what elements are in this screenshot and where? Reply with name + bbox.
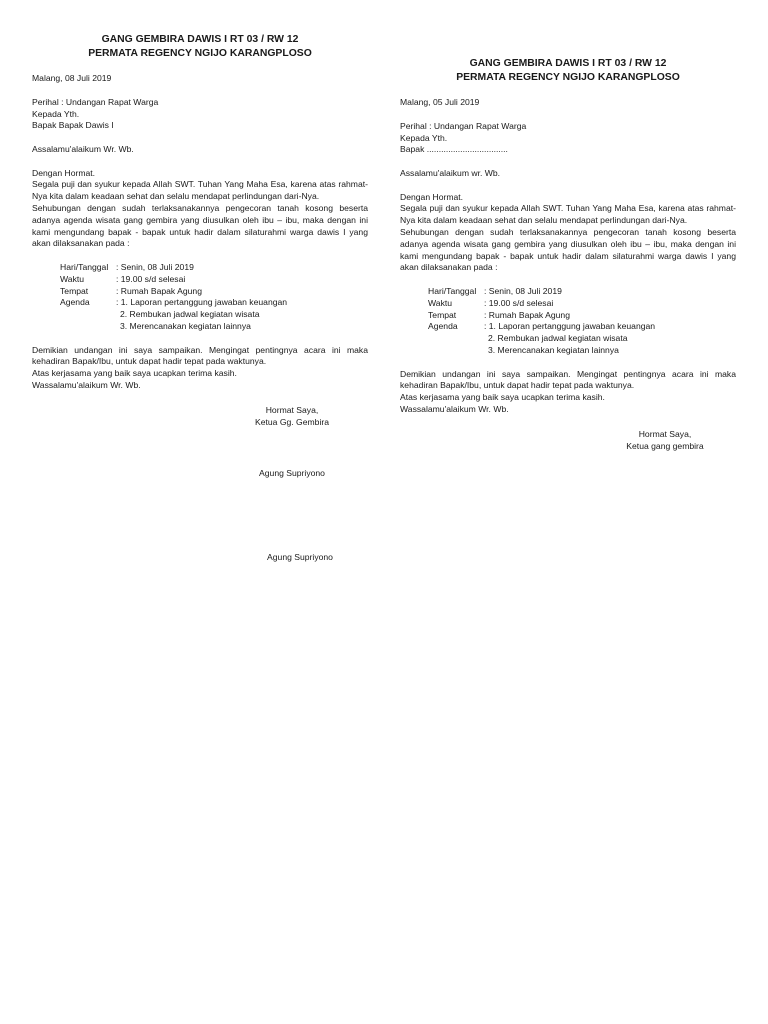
letter-paragraph-2: Sehubungan dengan sudah terlaksanakannya pengecoran tanah kosong beserta adanya agenda wisata gang gembira yang diusulkan oleh ibu – ibu, maka dengan ini kami mengundang bapak - bapak untuk hadir dalam silaturahmi warga dawis I yang akan dilaksanakan pada : xyxy=(400,226,736,273)
detail-label: Waktu xyxy=(60,273,85,284)
detail-row xyxy=(60,286,368,298)
letter-paragraph-1: Segala puji dan syukur kepada Allah SWT. Tuhan Yang Maha Esa, karena atas rahmat-Nya kita dalam keadaan sehat dan selalu mendapat perlindungan dari-Nya. xyxy=(32,179,368,202)
letter-recipient: Bapak Bapak Dawis I xyxy=(32,120,114,131)
letter-kepada: Kepada Yth. xyxy=(32,108,80,119)
detail-row xyxy=(428,310,736,322)
letter-paragraph-1: Segala puji dan syukur kepada Allah SWT. Tuhan Yang Maha Esa, karena atas rahmat-Nya kita dalam keadaan sehat dan selalu mendapat perlindungan dari-Nya. xyxy=(400,203,736,226)
agenda-item: 2. Rembukan jadwal kegiatan wisata xyxy=(120,309,260,320)
letter-date: Malang, 05 Juli 2019 xyxy=(400,97,480,107)
detail-row xyxy=(60,274,368,286)
signature-title-2: Ketua Gg. Gembira xyxy=(254,416,330,427)
detail-value: : 1. Laporan pertanggung jawaban keuangan xyxy=(116,297,288,308)
event-details xyxy=(32,262,368,333)
letter-salam: Assalamu'alaikum Wr. Wb. xyxy=(32,143,134,154)
letter-header-line2: PERMATA REGENCY NGIJO KARANGPLOSO xyxy=(456,72,680,83)
letter-date: Malang, 08 Juli 2019 xyxy=(32,73,112,83)
detail-row xyxy=(428,286,736,298)
signer-name: Agung Supriyono xyxy=(259,468,325,479)
agenda-item: 2. Rembukan jadwal kegiatan wisata xyxy=(488,333,628,344)
detail-value: : Senin, 08 Juli 2019 xyxy=(484,285,562,296)
letter-left xyxy=(32,33,368,564)
letter-kepada: Kepada Yth. xyxy=(400,132,448,143)
detail-value: : 19.00 s/d selesai xyxy=(484,297,554,308)
detail-label: Waktu xyxy=(428,297,453,308)
letter-perihal: Perihal : Undangan Rapat Warga xyxy=(400,120,527,131)
signature-title-1: Hormat Saya, xyxy=(638,428,692,439)
detail-label: Tempat xyxy=(60,285,89,296)
detail-value: : Rumah Bapak Agung xyxy=(116,285,202,296)
letter-perihal: Perihal : Undangan Rapat Warga xyxy=(32,96,159,107)
letter-opening: Dengan Hormat. xyxy=(400,191,464,202)
letter-closing-2: Atas kerjasama yang baik saya ucapkan terima kasih. xyxy=(400,392,605,403)
detail-label: Agenda xyxy=(60,297,90,308)
detail-row xyxy=(60,262,368,274)
signature-title-1: Hormat Saya, xyxy=(265,404,319,415)
letter-closing-1: Demikian undangan ini saya sampaikan. Mengingat pentingnya acara ini maka kehadiran Bapak/Ibu, untuk dapat hadir tepat pada waktunya. xyxy=(32,344,368,367)
letter-recipient: Bapak .................................. xyxy=(400,144,508,155)
letter-paragraph-2: Sehubungan dengan sudah terlaksanakannya pengecoran tanah kosong beserta adanya agenda wisata gang gembira yang diusulkan oleh ibu – ibu, maka dengan ini kami mengundang bapak - bapak untuk hadir dalam silaturahmi warga dawis I yang akan dilaksanakan pada : xyxy=(32,202,368,249)
detail-row xyxy=(428,321,736,333)
signature-block xyxy=(610,429,720,453)
letter-closing-2: Atas kerjasama yang baik saya ucapkan terima kasih. xyxy=(32,368,237,379)
signature-title-2: Ketua gang gembira xyxy=(626,440,704,451)
detail-value: : Senin, 08 Juli 2019 xyxy=(116,261,194,272)
letter-header-line1: GANG GEMBIRA DAWIS I RT 03 / RW 12 xyxy=(101,34,299,45)
signature-block xyxy=(232,405,352,564)
detail-label: Tempat xyxy=(428,309,457,320)
event-details xyxy=(400,286,736,357)
detail-label: Hari/Tanggal xyxy=(60,261,109,272)
letter-closing-1: Demikian undangan ini saya sampaikan. Mengingat pentingnya acara ini maka kehadiran Bapak/Ibu, untuk dapat hadir tepat pada waktunya. xyxy=(400,368,736,391)
agenda-item: 3. Merencanakan kegiatan lainnya xyxy=(120,320,251,331)
letter-header-line1: GANG GEMBIRA DAWIS I RT 03 / RW 12 xyxy=(469,58,667,69)
agenda-item: 3. Merencanakan kegiatan lainnya xyxy=(488,344,619,355)
detail-value: : Rumah Bapak Agung xyxy=(484,309,570,320)
letter-closing-3: Wassalamu'alaikum Wr. Wb. xyxy=(400,403,509,414)
letter-header-line2: PERMATA REGENCY NGIJO KARANGPLOSO xyxy=(88,48,312,59)
detail-value: : 1. Laporan pertanggung jawaban keuangan xyxy=(484,321,656,332)
letter-closing-3: Wassalamu'alaikum Wr. Wb. xyxy=(32,379,141,390)
detail-label: Hari/Tanggal xyxy=(428,285,477,296)
detail-value: : 19.00 s/d selesai xyxy=(116,273,186,284)
letter-salam: Assalamu'alaikum wr. Wb. xyxy=(400,167,501,178)
letter-opening: Dengan Hormat. xyxy=(32,167,96,178)
detail-label: Agenda xyxy=(428,321,458,332)
letter-right xyxy=(400,57,736,452)
detail-row xyxy=(60,297,368,309)
signer-name-repeat: Agung Supriyono xyxy=(267,552,333,563)
detail-row xyxy=(428,298,736,310)
